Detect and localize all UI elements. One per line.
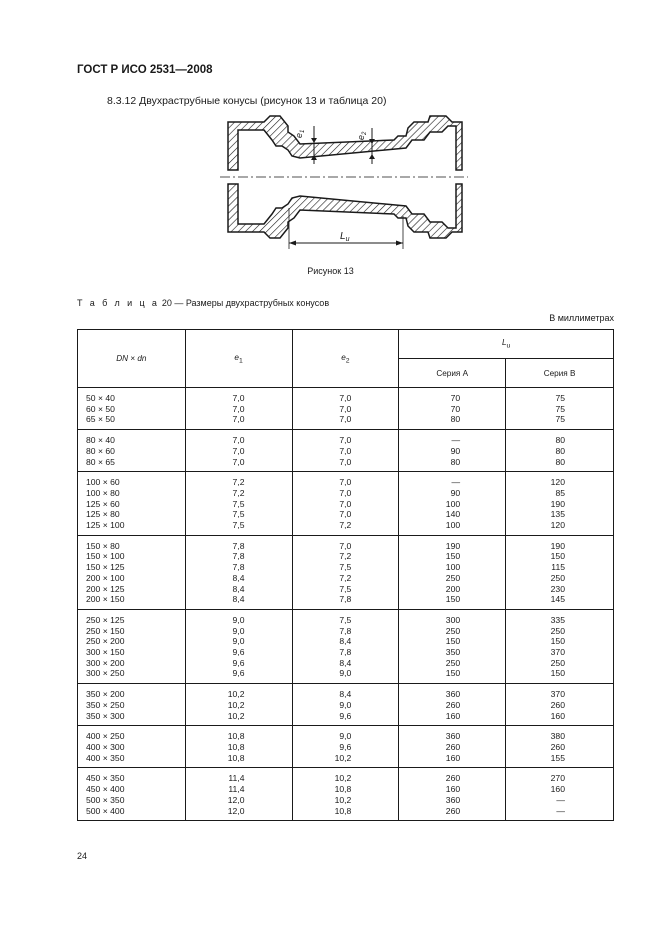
table-row-group (78, 430, 614, 472)
cell-e1 (185, 472, 292, 536)
cell-e2 (292, 684, 399, 726)
cell-a (399, 430, 506, 472)
cell-dn (78, 535, 186, 609)
cell-value: 11,4 (228, 773, 245, 784)
cell-value: 125 × 80 (86, 509, 120, 520)
cell-value: 400 × 300 (86, 741, 125, 752)
cell-value: 230 (550, 583, 565, 594)
header-series-a: Серия A (399, 359, 506, 388)
cell-value: 10,8 (334, 805, 352, 816)
cell-dn (78, 726, 186, 768)
header-e1-sub: 1 (238, 357, 243, 365)
cell-value: 90 (450, 445, 461, 456)
cell-value: 270 (550, 773, 565, 784)
cell-value: 9,0 (339, 668, 352, 679)
header-e2-sub: 2 (345, 357, 350, 365)
cell-b (506, 768, 614, 821)
cell-e2 (292, 430, 399, 472)
cell-value: 160 (445, 752, 461, 763)
cell-value: 135 (550, 509, 565, 520)
cell-value: 500 × 350 (86, 794, 125, 805)
cell-value: 7,0 (339, 403, 352, 414)
cell-value: 350 (445, 647, 461, 658)
cell-value: 360 (445, 794, 461, 805)
cell-value: 80 × 40 (86, 435, 115, 446)
cell-value: 160 (445, 784, 461, 795)
cell-value: 7,2 (232, 477, 245, 488)
cell-value: 120 (550, 520, 565, 531)
cell-value: 140 (445, 509, 461, 520)
cell-value: 150 × 125 (86, 562, 125, 573)
cell-value: 9,0 (339, 731, 352, 742)
header-lu (399, 330, 614, 359)
cell-value: 100 × 80 (86, 487, 120, 498)
cell-value: 10,2 (227, 689, 245, 700)
cell-value: 7,0 (339, 414, 352, 425)
cell-a (399, 472, 506, 536)
cell-value: 300 × 200 (86, 657, 125, 668)
double-socket-taper-drawing (216, 112, 471, 252)
table-caption (77, 298, 329, 308)
cell-value: 200 × 125 (86, 583, 125, 594)
cell-value: 80 (450, 414, 461, 425)
cell-value: 150 (445, 668, 461, 679)
cell-value: 11,4 (228, 784, 245, 795)
cell-a (399, 535, 506, 609)
cell-b (506, 472, 614, 536)
cell-value: 150 (445, 636, 461, 647)
cell-value: 80 × 65 (86, 456, 115, 467)
cell-value: 7,0 (339, 435, 352, 446)
cell-value: 335 (550, 614, 565, 625)
cell-value: 400 × 250 (86, 731, 125, 742)
cell-value: 250 × 150 (86, 625, 125, 636)
cell-value: 65 × 50 (86, 414, 115, 425)
cell-value: 150 (550, 668, 565, 679)
cell-value: 7,0 (339, 509, 352, 520)
header-e2 (292, 330, 399, 388)
cell-value: — (556, 805, 565, 816)
cell-value: 100 (445, 520, 461, 531)
header-e1 (185, 330, 292, 388)
cell-value: 80 (450, 456, 461, 467)
cell-value: 9,0 (232, 636, 245, 647)
cell-value: 260 (550, 741, 565, 752)
cell-b (506, 684, 614, 726)
cell-b (506, 609, 614, 683)
cell-value: 350 × 200 (86, 689, 125, 700)
table-body (78, 388, 614, 821)
document-code: ГОСТ Р ИСО 2531—2008 (77, 64, 213, 76)
cell-value: 70 (450, 403, 461, 414)
cell-value: 10,2 (227, 710, 245, 721)
cell-value: 9,6 (339, 741, 352, 752)
cell-value: — (451, 477, 461, 488)
cell-value: 12,0 (227, 794, 245, 805)
cell-value: 8,4 (339, 657, 352, 668)
cell-value: 200 (445, 583, 461, 594)
cell-value: 7,2 (339, 520, 352, 531)
cell-value: 250 (445, 657, 461, 668)
cell-value: 7,2 (339, 572, 352, 583)
e2-label: e (356, 134, 366, 140)
cell-value: 7,0 (339, 477, 352, 488)
cell-value: 450 × 400 (86, 784, 125, 795)
cell-value: 150 (550, 551, 565, 562)
cell-b (506, 430, 614, 472)
cell-value: 145 (550, 594, 565, 605)
cell-value: 7,0 (339, 487, 352, 498)
cell-value: 370 (550, 647, 565, 658)
cell-e1 (185, 684, 292, 726)
cell-value: 80 × 60 (86, 445, 115, 456)
cell-value: 7,0 (232, 393, 245, 403)
cell-value: 125 × 100 (86, 520, 125, 531)
cell-value: 7,8 (339, 647, 352, 658)
header-e1-symbol: e (234, 352, 239, 362)
cell-value: 60 × 50 (86, 403, 115, 414)
cell-value: 7,2 (232, 487, 245, 498)
table-row-group (78, 609, 614, 683)
cell-value: 7,5 (339, 614, 352, 625)
cell-value: 500 × 400 (86, 805, 125, 816)
header-e2-symbol: e (341, 352, 346, 362)
cell-value: 75 (555, 403, 565, 414)
cell-value: 85 (555, 487, 565, 498)
cell-value: 7,0 (232, 445, 245, 456)
section-title: 8.3.12 Двухраструбные конусы (рисунок 13 и таблица 20) (107, 95, 387, 107)
table-row-group (78, 388, 614, 430)
cell-value: 370 (550, 689, 565, 700)
cell-value: 7,0 (339, 445, 352, 456)
cell-value: 7,5 (339, 562, 352, 573)
e2-sub: 2 (362, 131, 368, 135)
cell-a (399, 726, 506, 768)
cell-value: 10,8 (227, 752, 245, 763)
units-note: В миллиметрах (549, 313, 614, 323)
e1-label: e (294, 132, 304, 138)
cell-dn (78, 430, 186, 472)
cell-value: 7,0 (232, 414, 245, 425)
cell-dn (78, 472, 186, 536)
cell-value: 250 × 200 (86, 636, 125, 647)
cell-value: 7,0 (339, 498, 352, 509)
cell-b (506, 726, 614, 768)
cell-value: 155 (550, 752, 565, 763)
cell-value: 250 (550, 625, 565, 636)
cell-value: 7,0 (232, 435, 245, 446)
cell-value: 9,0 (339, 699, 352, 710)
cell-value: 9,6 (232, 647, 245, 658)
cell-dn (78, 609, 186, 683)
header-dn: DN × dn (78, 330, 186, 388)
cell-value: 200 × 100 (86, 572, 125, 583)
cell-value: — (556, 794, 565, 805)
cell-value: 400 × 350 (86, 752, 125, 763)
cell-dn (78, 768, 186, 821)
cell-value: 80 (555, 456, 565, 467)
lu-sub: u (345, 236, 350, 243)
cell-e1 (185, 609, 292, 683)
cell-value: 250 (550, 572, 565, 583)
table-caption-text: 20 — Размеры двухраструбных конусов (159, 298, 330, 308)
cell-value: 7,0 (232, 456, 245, 467)
table-row-group (78, 684, 614, 726)
cell-value: 200 × 150 (86, 594, 125, 605)
cell-value: 160 (550, 784, 565, 795)
cell-value: 7,8 (232, 540, 245, 551)
cell-value: 90 (450, 487, 461, 498)
cell-value: 450 × 350 (86, 773, 125, 784)
cell-value: 7,5 (339, 583, 352, 594)
cell-value: 9,6 (232, 668, 245, 679)
cell-value: 80 (555, 435, 565, 446)
cell-a (399, 388, 506, 430)
cell-e1 (185, 768, 292, 821)
cell-value: 9,6 (232, 657, 245, 668)
cell-value: — (451, 435, 461, 446)
table-row-group (78, 768, 614, 821)
cell-value: 70 (450, 393, 461, 403)
cell-value: 7,0 (232, 403, 245, 414)
cell-value: 250 (445, 625, 461, 636)
header-series-b: Серия B (506, 359, 614, 388)
cell-value: 7,5 (232, 509, 245, 520)
svg-text:Lu (340, 231, 350, 243)
cell-value: 7,8 (339, 594, 352, 605)
cell-value: 190 (445, 540, 461, 551)
cell-value: 8,4 (339, 689, 352, 700)
cell-value: 150 (445, 594, 461, 605)
cell-value: 260 (445, 699, 461, 710)
cell-value: 7,0 (339, 540, 352, 551)
cell-e2 (292, 609, 399, 683)
figure-caption: Рисунок 13 (307, 266, 354, 276)
cell-value: 300 × 250 (86, 668, 125, 679)
cell-value: 190 (550, 498, 565, 509)
cell-a (399, 684, 506, 726)
cell-value: 380 (550, 731, 565, 742)
cell-value: 10,2 (334, 752, 352, 763)
bottom-wall (228, 184, 462, 238)
cell-value: 150 (550, 636, 565, 647)
cell-dn (78, 684, 186, 726)
cell-value: 300 (445, 614, 461, 625)
cell-value: 12,0 (227, 805, 245, 816)
cell-e1 (185, 388, 292, 430)
cell-e2 (292, 388, 399, 430)
cell-value: 160 (445, 710, 461, 721)
cell-value: 260 (445, 741, 461, 752)
cell-value: 7,5 (232, 520, 245, 531)
cell-value: 75 (555, 393, 565, 403)
table-row-group (78, 726, 614, 768)
cell-value: 150 × 100 (86, 551, 125, 562)
cell-value: 190 (550, 540, 565, 551)
cell-value: 9,0 (232, 625, 245, 636)
cell-value: 250 × 125 (86, 614, 125, 625)
cell-value: 50 × 40 (86, 393, 115, 403)
cell-value: 250 (445, 572, 461, 583)
cell-value: 260 (445, 773, 461, 784)
cell-value: 150 (445, 551, 461, 562)
cell-value: 8,4 (339, 636, 352, 647)
cell-b (506, 535, 614, 609)
cell-e1 (185, 726, 292, 768)
cell-value: 8,4 (232, 594, 245, 605)
cell-value: 125 × 60 (86, 498, 120, 509)
cell-value: 9,0 (232, 614, 245, 625)
header-lu-sub: u (506, 342, 511, 350)
cell-value: 10,8 (334, 784, 352, 795)
cell-a (399, 768, 506, 821)
cell-value: 7,8 (232, 551, 245, 562)
cell-value: 10,2 (334, 773, 352, 784)
dimensions-table (77, 329, 614, 821)
cell-value: 350 × 300 (86, 710, 125, 721)
cell-value: 10,8 (227, 741, 245, 752)
table-row-group (78, 535, 614, 609)
cell-value: 100 (445, 562, 461, 573)
cell-e2 (292, 535, 399, 609)
cell-value: 75 (555, 414, 565, 425)
cell-value: 7,8 (232, 562, 245, 573)
cell-value: 360 (445, 689, 461, 700)
table-row-group (78, 472, 614, 536)
cell-value: 250 (550, 657, 565, 668)
cell-value: 115 (551, 562, 565, 573)
cell-e1 (185, 430, 292, 472)
table-caption-prefix: Т а б л и ц а (77, 298, 160, 308)
cell-e2 (292, 768, 399, 821)
cell-value: 7,8 (339, 625, 352, 636)
cell-e2 (292, 726, 399, 768)
cell-value: 10,2 (227, 699, 245, 710)
cell-value: 150 × 80 (86, 540, 120, 551)
cell-e1 (185, 535, 292, 609)
cell-b (506, 388, 614, 430)
cell-dn (78, 388, 186, 430)
cell-value: 7,5 (232, 498, 245, 509)
cell-value: 10,8 (227, 731, 245, 742)
cell-value: 80 (555, 445, 565, 456)
cell-value: 260 (550, 699, 565, 710)
cell-value: 9,6 (339, 710, 352, 721)
cell-value: 100 (445, 498, 461, 509)
cell-value: 300 × 150 (86, 647, 125, 658)
page-number: 24 (77, 851, 88, 861)
cell-value: 7,2 (339, 551, 352, 562)
cell-value: 260 (445, 805, 461, 816)
cell-value: 120 (550, 477, 565, 488)
cell-value: 360 (445, 731, 461, 742)
top-wall (228, 116, 462, 170)
e1-sub: 1 (300, 129, 306, 133)
cell-value: 160 (550, 710, 565, 721)
cell-value: 10,2 (334, 794, 352, 805)
cell-value: 8,4 (232, 583, 245, 594)
svg-text:e1 (294, 130, 306, 138)
cell-value: 8,4 (232, 572, 245, 583)
cell-value: 7,0 (339, 456, 352, 467)
svg-text:e2 (356, 131, 368, 140)
cell-value: 350 × 250 (86, 699, 125, 710)
cell-value: 7,0 (339, 393, 352, 403)
header-lu-symbol: L (501, 338, 507, 348)
cell-a (399, 609, 506, 683)
lu-label: L (340, 231, 346, 242)
cell-e2 (292, 472, 399, 536)
cell-value: 100 × 60 (86, 477, 120, 488)
